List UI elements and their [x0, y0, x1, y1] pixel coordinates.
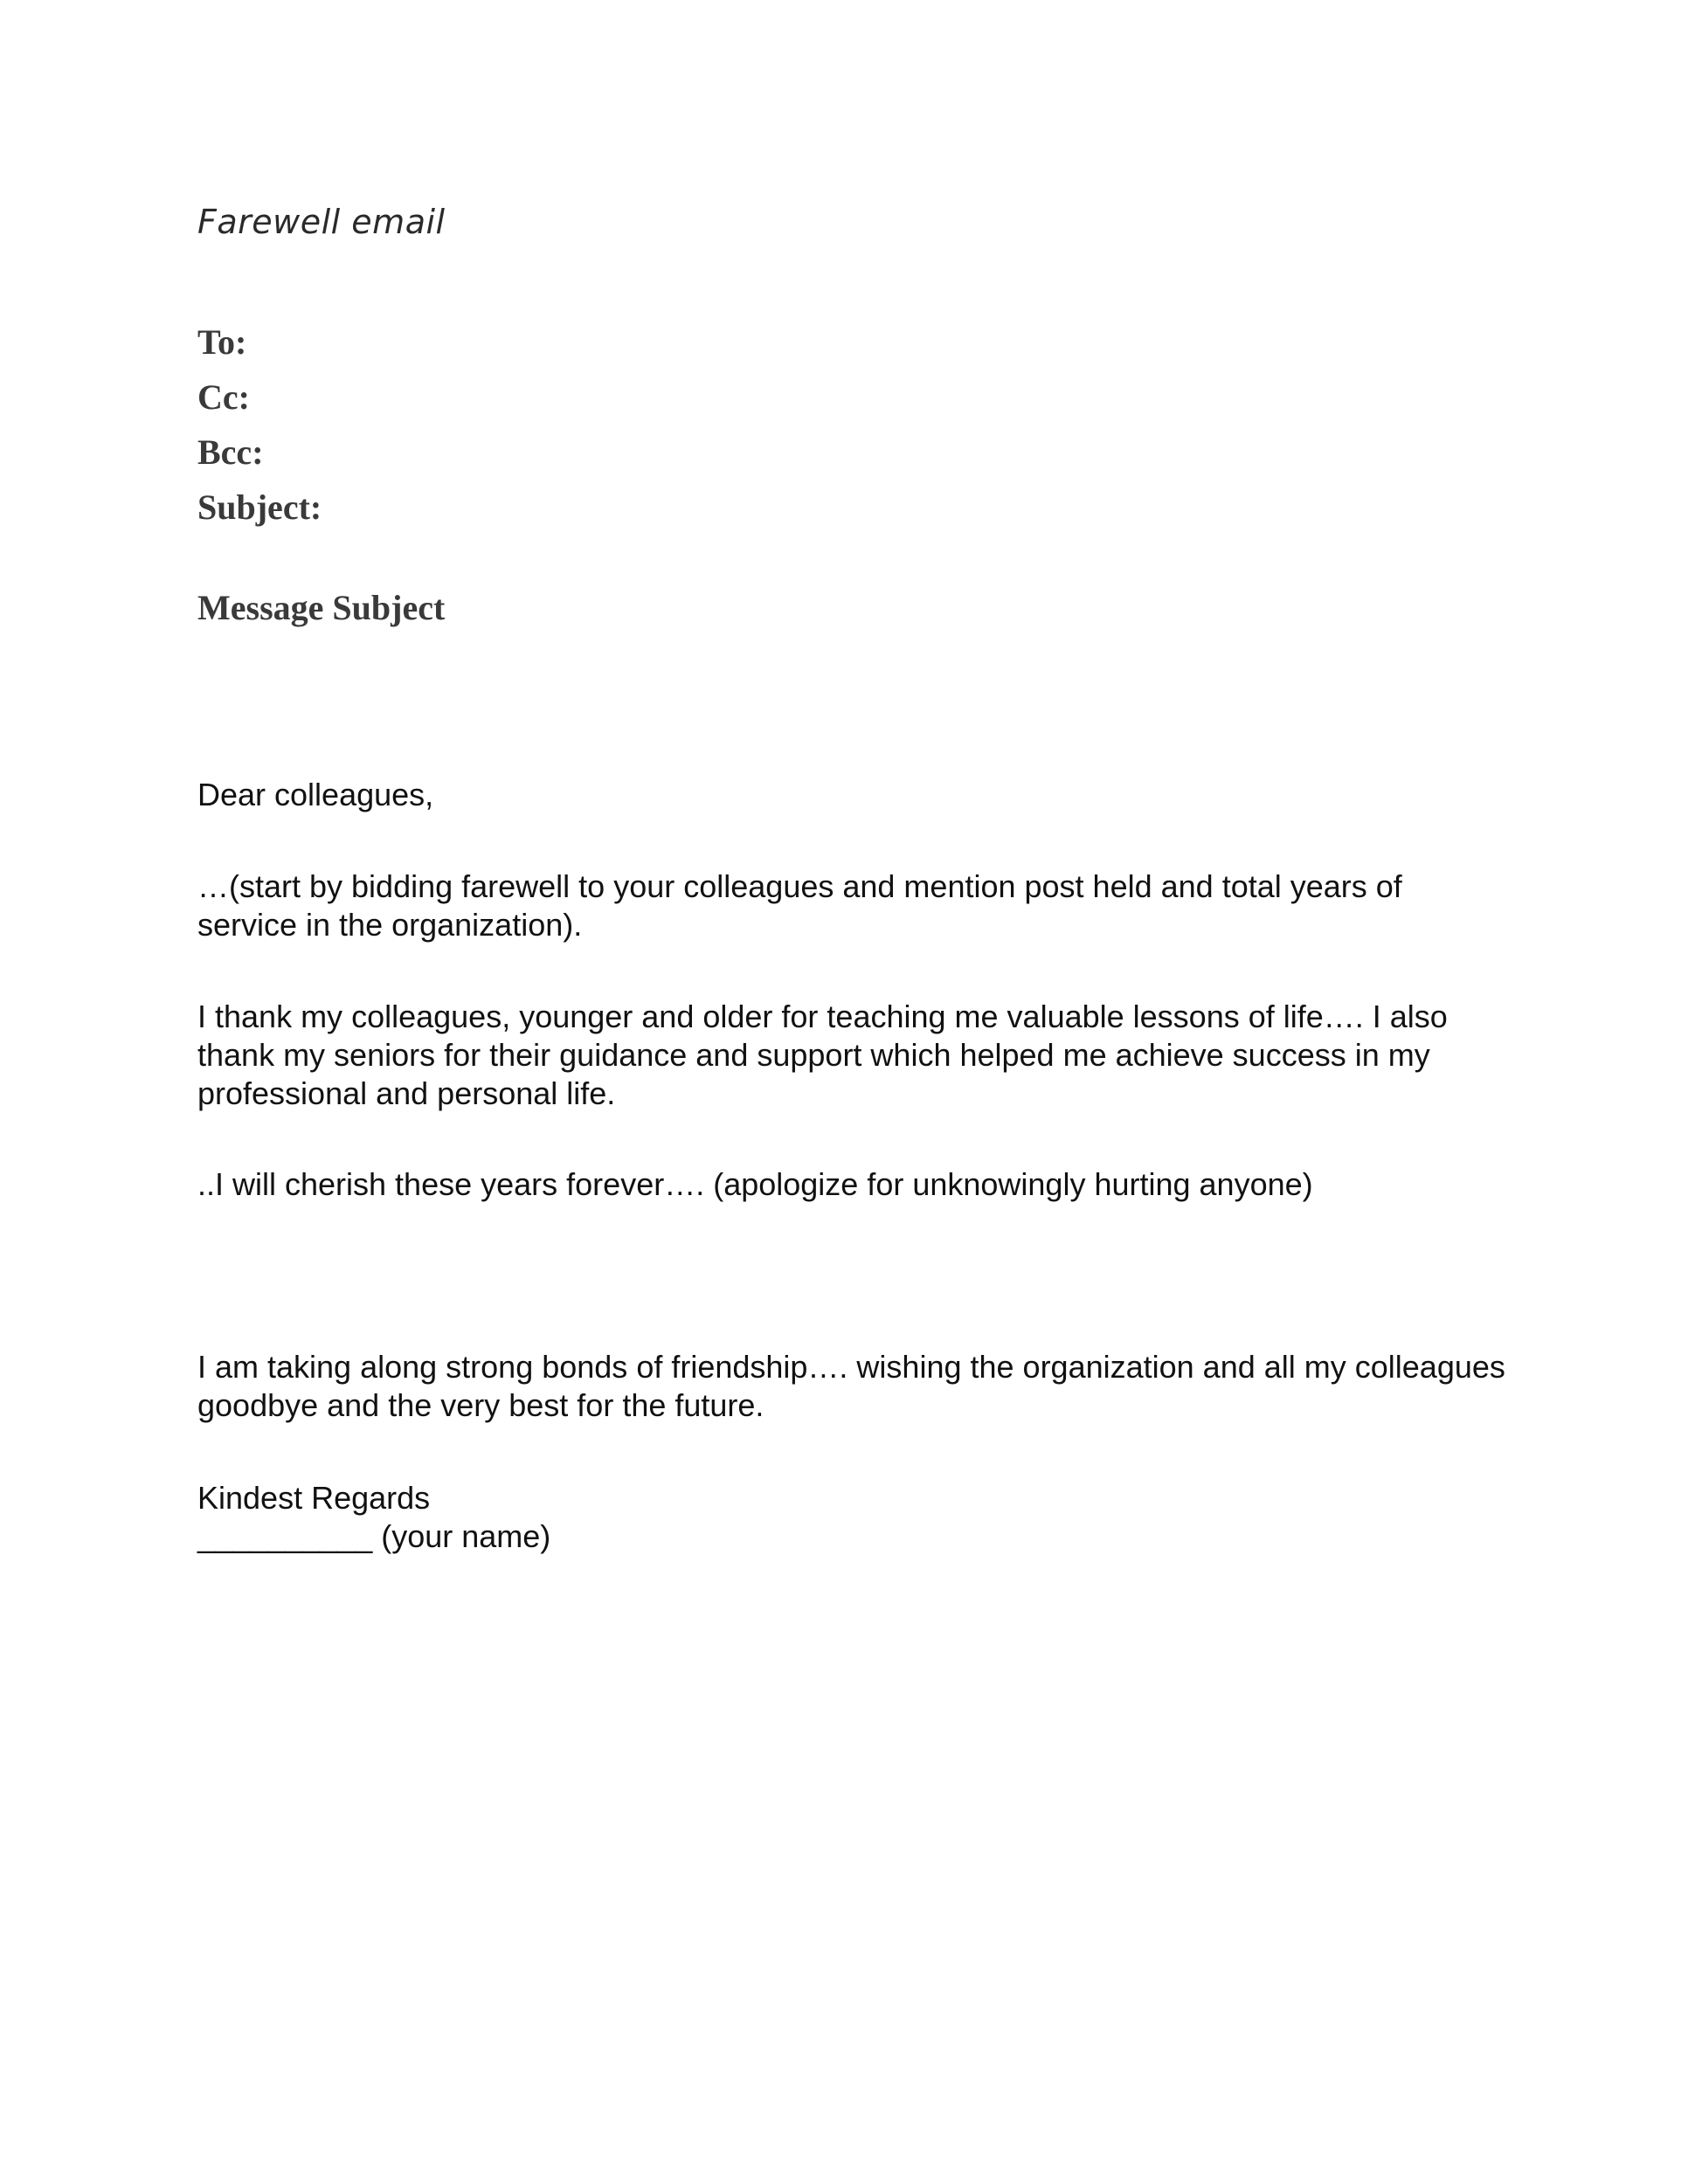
body-paragraph-cherish: ..I will cherish these years forever…. (apologize for unknowingly hurting anyone) — [197, 1166, 1313, 1202]
body-paragraph-goodbye: I am taking along strong bonds of friendship…. wishing the organization and all my colleagues goodbye and the very best for the future. — [197, 1349, 1505, 1423]
bcc-field-label: Bcc: — [197, 432, 264, 472]
subject-field-label: Subject: — [197, 487, 322, 527]
salutation: Dear colleagues, — [197, 777, 434, 812]
closing: Kindest Regards — [197, 1480, 431, 1516]
message-subject: Message Subject — [197, 588, 446, 627]
email-header-fields — [197, 314, 322, 535]
body-paragraph-opening: …(start by bidding farewell to your colleagues and mention post held and total years of service in the organization). — [197, 868, 1402, 943]
body-paragraph-thanks: I thank my colleagues, younger and older for teaching me valuable lessons of life…. I also thank my seniors for their guidance and support which helped me achieve success in my professional and personal life. — [197, 999, 1448, 1111]
cc-field-label: Cc: — [197, 377, 250, 417]
document-title: Farewell email — [197, 203, 446, 241]
to-field-label: To: — [197, 322, 247, 362]
signature-line: __________ (your name) — [197, 1518, 551, 1554]
